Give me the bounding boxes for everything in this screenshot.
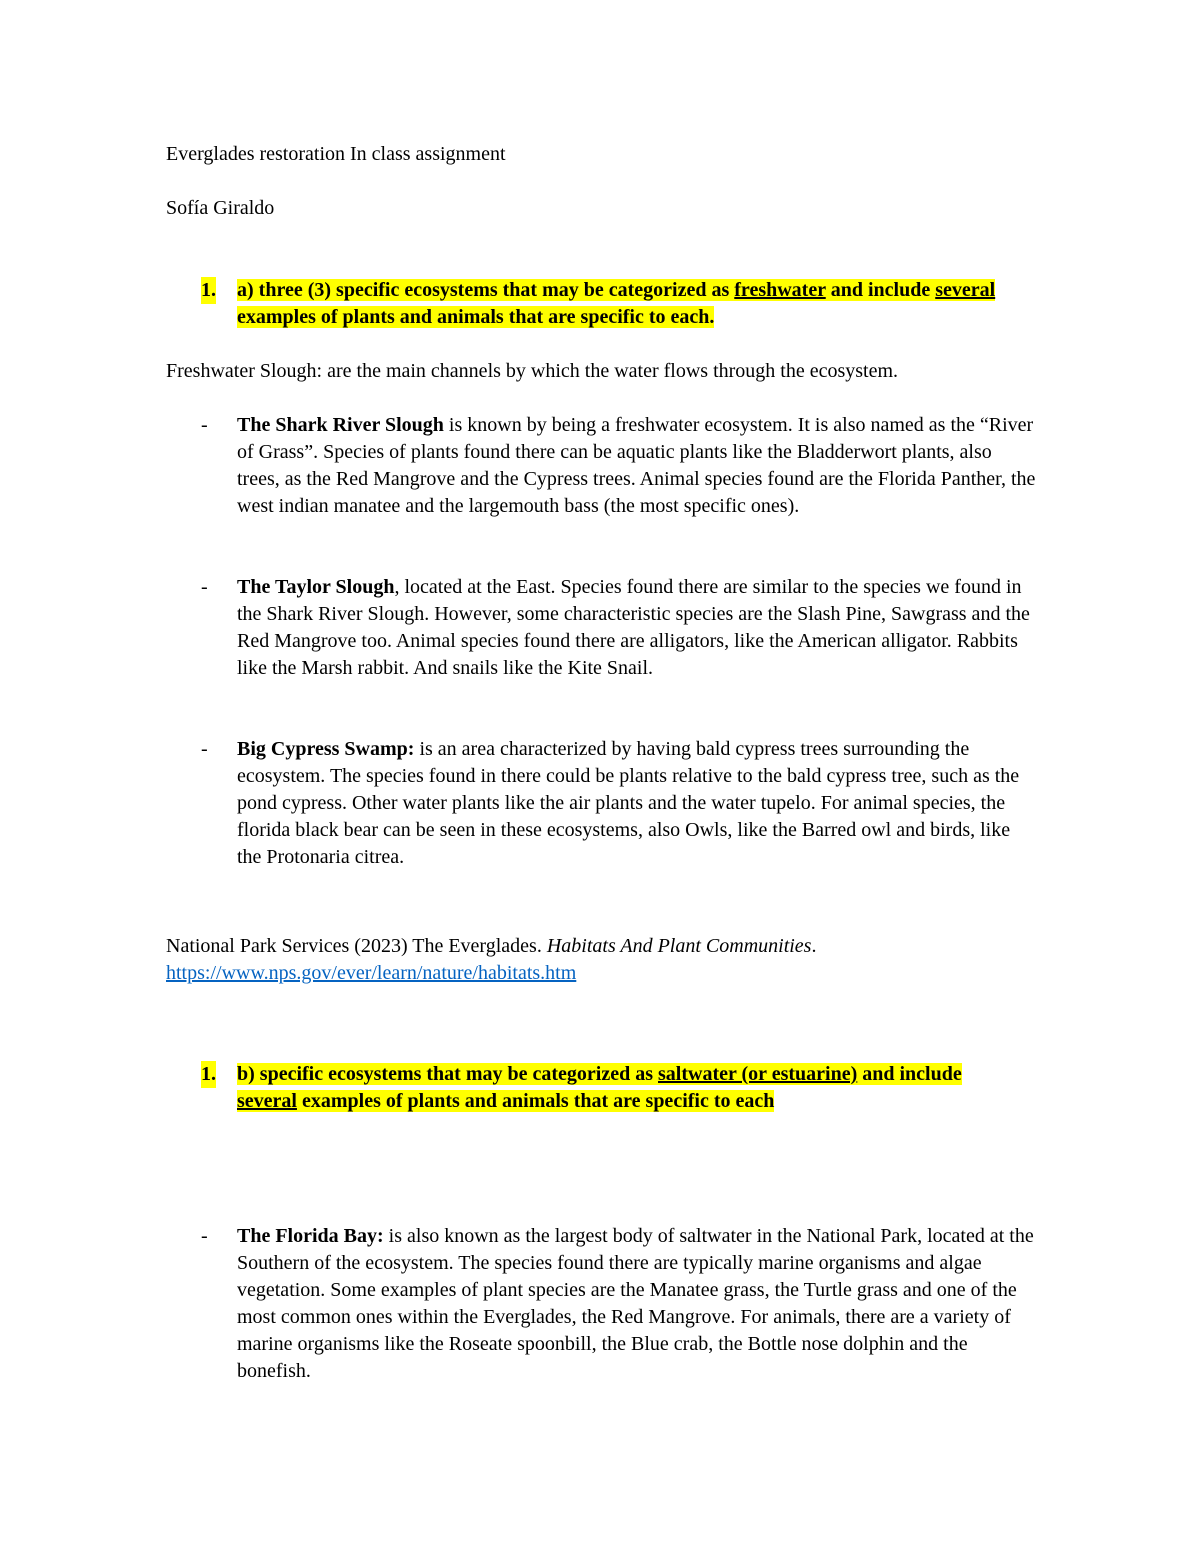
list-item-florida-bay: - The Florida Bay: is also known as the largest body of saltwater in the National Park, located at the Southern of the ecosystem. The species found there are typically marine organisms and algae vegetation. Some examples of plant species are the Manatee grass, the Turtle grass and one of the most common ones within the Everglades, the Red Mangrove. For animals, there are a variety of marine organisms like the Roseate spoonbill, the Blue crab, the Bottle nose dolphin and the bonefish. [201, 1225, 1034, 1382]
item-name: The Shark River Slough [237, 414, 444, 436]
item-text: , located at the East. Species found there are similar to the species we found in the Shark River Slough. However, some characteristic species are the Slash Pine, Sawgrass and the Red Mangrove too. Animal species found there are alligators, like the American alligator. Rabbits like the Marsh rabbit. And snails like the Kite Snail. [237, 576, 1030, 679]
item-name: The Taylor Slough [237, 576, 395, 598]
reference-link[interactable]: https://www.nps.gov/ever/learn/nature/habitats.htm [166, 962, 577, 984]
item-text: is known by being a freshwater ecosystem. It is also named as the “River of Grass”. Species of plants found there can be aquatic plants like the Bladderwort plants, also trees, as the Red Mangrove and the Cypress trees. Animal species found are the Florida Panther, the west indian manatee and the largemouth bass (the most specific ones). [237, 414, 1036, 517]
item-name: Big Cypress Swamp: [237, 738, 415, 760]
reference: National Park Services (2023) The Everglades. Habitats And Plant Communities. https://www.nps.gov/ever/learn/nature/habitats.htm [166, 935, 817, 984]
item-name: The Florida Bay: [237, 1225, 384, 1247]
list-item-big-cypress-swamp: - Big Cypress Swamp: is an area characterized by having bald cypress trees surrounding the ecosystem. The species found in there could be plants relative to the bald cypress tree, such as the pond cypress. Other water plants like the air plants and the water tupelo. For animal species, the florida black bear can be seen in these ecosystems, also Owls, like the Barred owl and birds, like the Protonaria citrea. [201, 738, 1020, 868]
item-text: is also known as the largest body of saltwater in the National Park, located at the Southern of the ecosystem. The species found there are typically marine organisms and algae vegetation. Some examples of plant species are the Manatee grass, the Turtle grass and one of the most common ones within the Everglades, the Red Mangrove. For animals, there are a variety of marine organisms like the Roseate spoonbill, the Blue crab, the Bottle nose dolphin and the bonefish. [237, 1225, 1034, 1382]
question-a-text: a) three (3) specific ecosystems that may be categorized as freshwater and include several examples of plants and animals that are specific to each. [237, 279, 996, 328]
question-b-text: b) specific ecosystems that may be categorized as saltwater (or estuarine) and include several examples of plants and animals that are specific to each [237, 1063, 962, 1112]
question-a-number: 1. [201, 277, 216, 304]
author-name: Sofía Giraldo [166, 197, 275, 219]
question-a [201, 277, 1037, 331]
document-title: Everglades restoration In class assignment [166, 143, 506, 165]
list-item-shark-river-slough: - The Shark River Slough is known by being a freshwater ecosystem. It is also named as the “River of Grass”. Species of plants found there can be aquatic plants like the Bladderwort plants, also trees, as the Red Mangrove and the Cypress trees. Animal species found are the Florida Panther, the west indian manatee and the largemouth bass (the most specific ones). [201, 414, 1036, 517]
question-b-number: 1. [201, 1061, 216, 1088]
question-b [201, 1061, 977, 1115]
item-text: is an area characterized by having bald cypress trees surrounding the ecosystem. The species found in there could be plants relative to the bald cypress tree, such as the pond cypress. Other water plants like the air plants and the water tupelo. For animal species, the florida black bear can be seen in these ecosystems, also Owls, like the Barred owl and birds, like the Protonaria citrea. [237, 738, 1020, 868]
freshwater-intro: Freshwater Slough: are the main channels by which the water flows through the ecosystem. [166, 360, 899, 382]
list-item-taylor-slough: - The Taylor Slough, located at the East. Species found there are similar to the species we found in the Shark River Slough. However, some characteristic species are the Slash Pine, Sawgrass and the Red Mangrove too. Animal species found there are alligators, like the American alligator. Rabbits like the Marsh rabbit. And snails like the Kite Snail. [201, 576, 1030, 679]
